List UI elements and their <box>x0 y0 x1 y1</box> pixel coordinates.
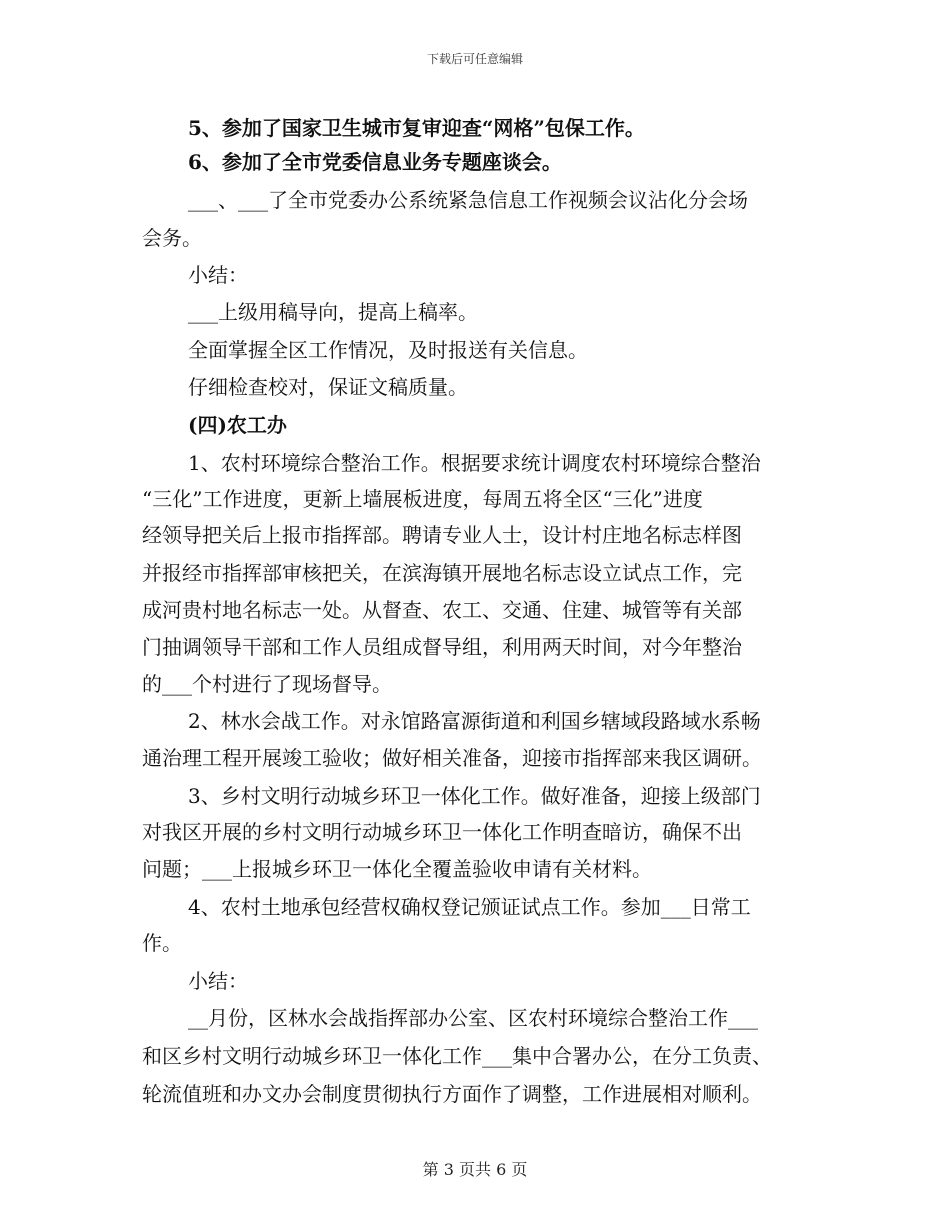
text-line: 经领导把关后上报市指挥部。聘请专业人士，设计村庄地名标志样图 <box>142 523 742 547</box>
text-line: 成河贵村地名标志一处。从督查、农工、交通、住建、城管等有关部 <box>142 598 742 622</box>
text-line: 全面掌握全区工作情况，及时报送有关信息。 <box>188 338 588 362</box>
text-line: 小结： <box>188 263 248 287</box>
text-line: “三化”工作进度，更新上墙展板进度，每周五将全区“三化”进度 <box>142 487 703 511</box>
text-line: ___、___了全市党委办公系统紧急信息工作视频会议沾化分会场 <box>188 188 748 212</box>
text-line: __月份，区林水会战指挥部办公室、区农村环境综合整治工作___ <box>188 1006 758 1030</box>
text-line: 会务。 <box>142 226 202 250</box>
text-line: 2、林水会战工作。对永馆路富源街道和利国乡辖域段路域水系畅 <box>188 709 761 733</box>
text-line: 6、参加了全市党委信息业务专题座谈会。 <box>188 150 562 174</box>
text-line: (四)农工办 <box>188 413 287 437</box>
text-line: 和区乡村文明行动城乡环卫一体化工作___集中合署办公，在分工负责、 <box>142 1044 772 1068</box>
text-line: ___上级用稿导向，提高上稿率。 <box>188 300 478 324</box>
text-line: 5、参加了国家卫生城市复审迎查“网格”包保工作。 <box>188 116 645 140</box>
text-line: 仔细检查校对，保证文稿质量。 <box>188 375 468 399</box>
text-line: 并报经市指挥部审核把关，在滨海镇开展地名标志设立试点工作，完 <box>142 561 742 585</box>
text-line: 的___个村进行了现场督导。 <box>142 672 392 696</box>
text-line: 门抽调领导干部和工作人员组成督导组，利用两天时间，对今年整治 <box>142 635 742 659</box>
page-footer: 第 3 页共 6 页 <box>422 1160 528 1179</box>
text-line: 4、农村土地承包经营权确权登记颁证试点工作。参加___日常工 <box>188 895 751 919</box>
text-line: 轮流值班和办文办会制度贯彻执行方面作了调整，工作进展相对顺利。 <box>142 1082 762 1106</box>
text-line: 作。 <box>142 931 182 955</box>
text-line: 对我区开展的乡村文明行动城乡环卫一体化工作明查暗访，确保不出 <box>142 820 742 844</box>
text-line: 3、乡村文明行动城乡环卫一体化工作。做好准备，迎接上级部门 <box>188 784 761 808</box>
text-line: 问题；___上报城乡环卫一体化全覆盖验收申请有关材料。 <box>142 857 652 881</box>
text-line: 1、农村环境综合整治工作。根据要求统计调度农村环境综合整治 <box>188 451 761 475</box>
text-line: 小结： <box>188 969 248 993</box>
page-header: 下载后可任意编辑 <box>426 52 523 66</box>
text-line: 通治理工程开展竣工验收；做好相关准备，迎接市指挥部来我区调研。 <box>142 746 762 770</box>
